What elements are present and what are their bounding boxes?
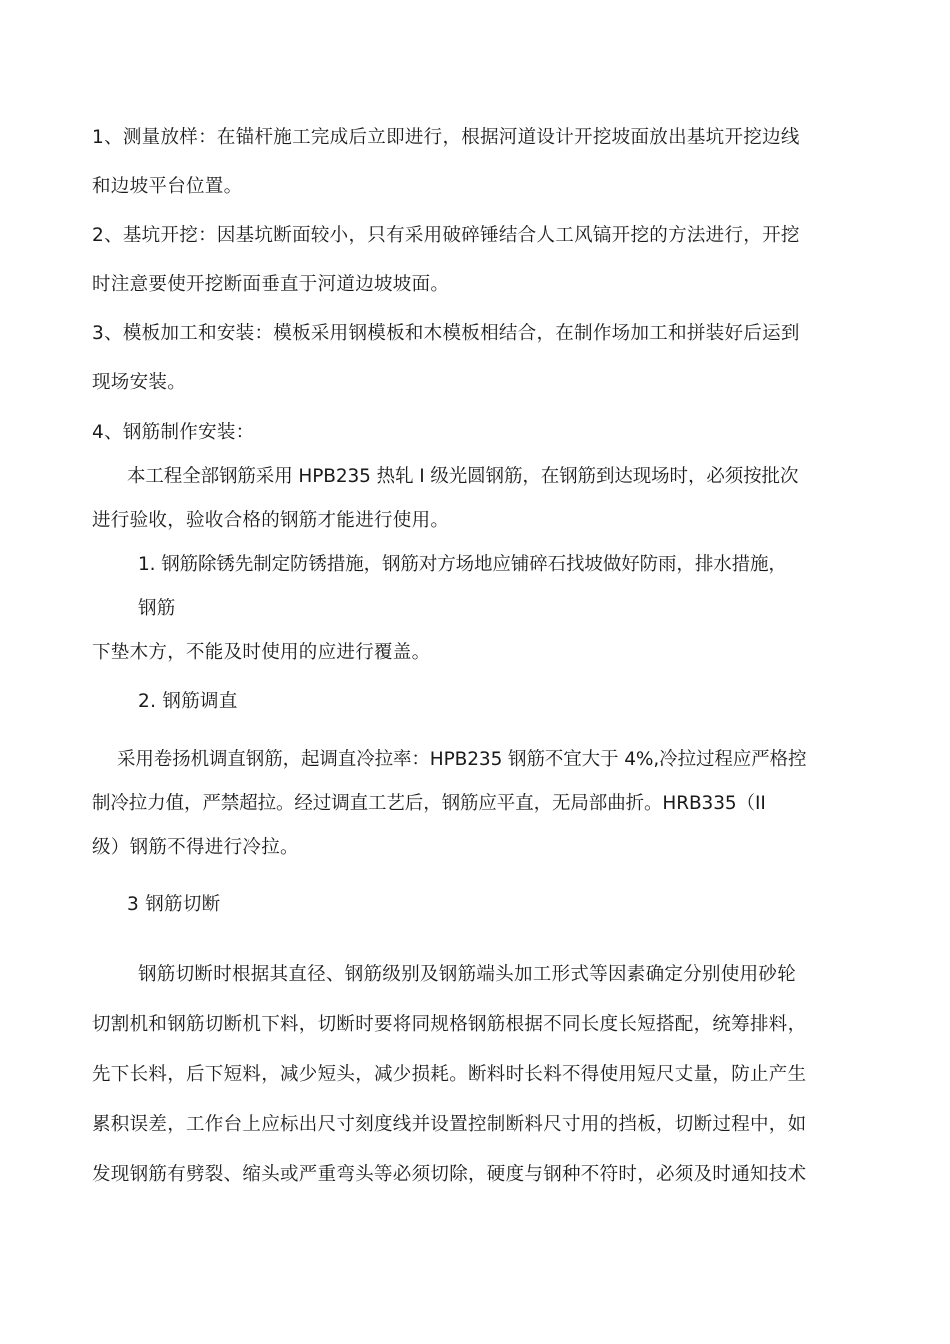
- text-line: 现场安装。: [92, 372, 187, 393]
- text-line: 切割机和钢筋切断机下料，切断时要将同规格钢筋根据不同长度长短搭配，统筹排料，: [92, 1014, 807, 1035]
- text-line: 发现钢筋有劈裂、缩头或严重弯头等必须切除，硬度与钢种不符时，必须及时通知技术: [92, 1164, 807, 1185]
- text-line: 1. 钢筋除锈先制定防锈措施，钢筋对方场地应铺碎石找坡做好防雨，排水措施，: [138, 554, 787, 575]
- text-line: 1、测量放样：在锚杆施工完成后立即进行，根据河道设计开挖坡面放出基坑开挖边线: [92, 127, 800, 148]
- text-line: 2、基坑开挖：因基坑断面较小，只有采用破碎锤结合人工风镐开挖的方法进行，开挖: [92, 225, 800, 246]
- text-line: 制冷拉力值，严禁超拉。经过调直工艺后，钢筋应平直，无局部曲折。HRB335（II: [92, 793, 766, 814]
- text-line: 2. 钢筋调直: [138, 691, 238, 712]
- text-line: 钢筋: [138, 598, 176, 619]
- text-line: 本工程全部钢筋采用 HPB235 热轧 I 级光圆钢筋，在钢筋到达现场时，必须按批次: [127, 466, 799, 487]
- text-line: 采用卷扬机调直钢筋，起调直冷拉率：HPB235 钢筋不宜大于 4%,冷拉过程应严格控: [117, 749, 807, 770]
- text-line: 下垫木方，不能及时使用的应进行覆盖。: [92, 642, 431, 663]
- text-line: 3 钢筋切断: [127, 894, 221, 915]
- text-line: 级）钢筋不得进行冷拉。: [92, 837, 299, 858]
- text-line: 4、钢筋制作安装：: [92, 422, 255, 443]
- text-line: 和边坡平台位置。: [92, 176, 243, 197]
- text-line: 钢筋切断时根据其直径、钢筋级别及钢筋端头加工形式等因素确定分别使用砂轮: [138, 964, 797, 985]
- text-line: 3、模板加工和安装：模板采用钢模板和木模板相结合，在制作场加工和拼装好后运到: [92, 323, 800, 344]
- text-line: 时注意要使开挖断面垂直于河道边坡坡面。: [92, 274, 450, 295]
- text-line: 先下长料，后下短料，减少短头，减少损耗。断料时长料不得使用短尺丈量，防止产生: [92, 1064, 807, 1085]
- text-line: 进行验收，验收合格的钢筋才能进行使用。: [92, 510, 450, 531]
- text-line: 累积误差，工作台上应标出尺寸刻度线并设置控制断料尺寸用的挡板，切断过程中，如: [92, 1114, 807, 1135]
